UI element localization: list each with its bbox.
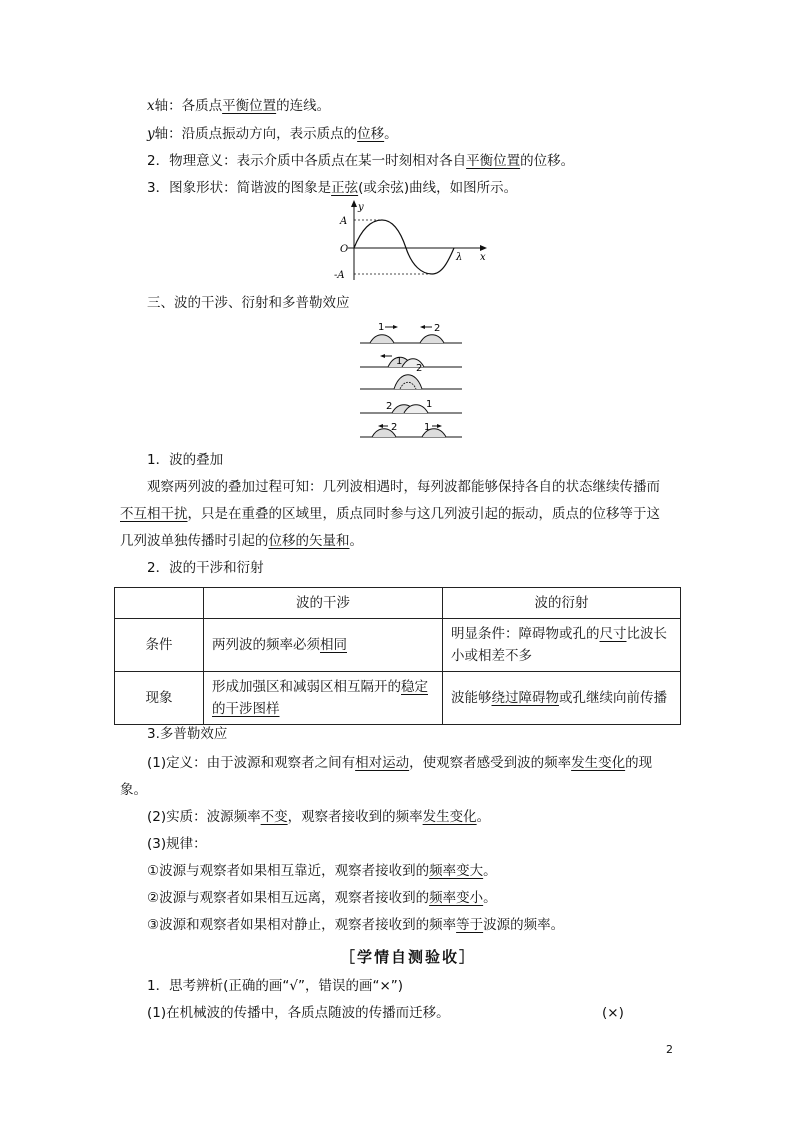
law3-b: 波源的频率。 (483, 917, 565, 933)
sine-curve (354, 220, 454, 274)
y-axis-line (147, 124, 398, 144)
row2-interf-underlined2: 的干涉图样 (212, 701, 280, 717)
table-head-diffraction: 波的衍射 (443, 588, 681, 619)
superpos-row-3 (360, 375, 462, 389)
law3-underlined: 等于 (456, 917, 484, 933)
row1-left-label: 1 (378, 322, 385, 333)
table-row1-interference (204, 619, 443, 672)
table-row2-interference (204, 672, 443, 725)
def-underlined1: 相对运动 (355, 755, 410, 771)
x-text1: 轴：各质点 (154, 98, 223, 114)
graph-amp-label: A (340, 216, 348, 227)
sine-wave-figure (330, 198, 490, 284)
row2-left-label: 1 (396, 356, 403, 367)
law2-underlined: 频率变小 (429, 890, 484, 906)
law1-a: ①波源与观察者如果相互靠近，观察者接收到的 (147, 863, 430, 879)
x-axis-arrow (480, 245, 487, 251)
table-row2-diffraction (443, 672, 681, 725)
row1-interf-underlined: 相同 (320, 637, 347, 653)
sub1-c1: 几列波单独传播时引起的 (120, 533, 269, 549)
section-banner: ［学情自测验收］ (340, 948, 477, 966)
item-physical-meaning (147, 151, 574, 171)
x-text2: 的连线。 (276, 98, 331, 114)
law2-a: ②波源与观察者如果相互远离，观察者接收到的 (147, 890, 430, 906)
superpos-row-4 (360, 399, 462, 413)
doppler-definition (147, 753, 652, 773)
row2-interf-text: 形成加强区和减弱区相互隔开的 (212, 679, 401, 695)
superpos-row-1 (360, 322, 462, 343)
row1-right-label: 2 (434, 323, 441, 334)
item2-text2: 的位移。 (520, 153, 575, 169)
row2-diff-text1: 波能够 (451, 690, 492, 706)
item2-text1: 2．物理意义：表示介质中各质点在某一时刻相对各自 (147, 153, 467, 169)
table-header-row (115, 588, 681, 619)
table-row1-diffraction (443, 619, 681, 672)
table-empty-corner (115, 588, 204, 619)
doppler-essence (147, 807, 490, 827)
sub2-title: 2．波的干涉和衍射 (147, 560, 264, 576)
row1-diff-text1: 明显条件：障碍物或孔的 (451, 626, 600, 642)
y-axis-arrow (351, 200, 357, 207)
graph-x-label: x (480, 252, 486, 263)
row4-right-label: 1 (426, 399, 433, 410)
quiz-q1: 1．思考辨析(正确的画“√”，错误的画“×”) (147, 978, 404, 994)
table-row-condition (115, 619, 681, 672)
superposition-figure (358, 318, 464, 442)
row4-left-label: 2 (386, 401, 393, 412)
superpos-row-5 (360, 422, 462, 437)
doppler-law-2 (147, 888, 497, 908)
row1-diff-underlined: 尺寸 (599, 626, 627, 642)
table-row-phenomenon (115, 672, 681, 725)
sub1-underlined2: 位移的矢量和 (268, 533, 350, 549)
quiz-q1-1: (1)在机械波的传播中，各质点随波的传播而迁移。 (147, 1005, 450, 1021)
x-underlined: 平衡位置 (222, 98, 277, 114)
x-axis-line (147, 96, 330, 116)
y-text2: 。 (384, 126, 398, 142)
row1-diff-text3: 小或相差不多 (451, 648, 532, 664)
sub1-title: 1．波的叠加 (147, 452, 224, 468)
row1-diff-text2: 比波长 (626, 626, 667, 642)
item-graph-shape (147, 178, 517, 198)
sub3-title: 3.多普勒效应 (147, 726, 228, 742)
ess-c: 。 (476, 809, 491, 825)
quiz-q1-1-answer: (×) (602, 1005, 624, 1021)
doppler-law-title: (3)规律： (147, 836, 207, 852)
ess-b: ，观察者接收到的频率 (287, 809, 423, 825)
interference-diffraction-table (114, 587, 681, 725)
graph-neg-amp-label: -A (334, 270, 345, 281)
y-var: y (147, 126, 155, 142)
y-underlined: 位移 (357, 126, 385, 142)
table-row1-label: 条件 (115, 619, 204, 672)
row2-interf-underlined1: 稳定 (401, 679, 428, 695)
ess-a: (2)实质：波源频率 (147, 809, 261, 825)
row5-right-label: 1 (424, 422, 431, 433)
row5-left-label: 2 (391, 422, 398, 433)
item3-text2: (或余弦)曲线，如图所示。 (358, 180, 518, 196)
item2-underlined: 平衡位置 (466, 153, 521, 169)
table-row2-label: 现象 (115, 672, 204, 725)
sub1-underlined1: 不互相干扰 (120, 506, 188, 522)
section-title: 三、波的干涉、衍射和多普勒效应 (147, 295, 350, 311)
def-underlined2: 发生变化 (571, 755, 626, 771)
doppler-law-3 (147, 915, 564, 935)
item3-text1: 3．图象形状：简谐波的图象是 (147, 180, 332, 196)
doppler-definition-cont: 象。 (120, 782, 147, 798)
row2-right-label: 2 (416, 363, 423, 374)
sub1-para-line1: 观察两列波的叠加过程可知：几列波相遇时，每列波都能够保持各自的状态继续传播而 (147, 479, 660, 495)
superpos-row-2 (360, 354, 462, 374)
def-c: 的现 (625, 755, 653, 771)
doppler-law-1 (147, 861, 497, 881)
graph-y-label: y (358, 202, 364, 213)
row1-interf-text: 两列波的频率必须 (212, 637, 320, 653)
law1-underlined: 频率变大 (429, 863, 484, 879)
ess-underlined2: 发生变化 (422, 809, 477, 825)
graph-origin-label: O (340, 244, 349, 255)
ess-underlined1: 不变 (260, 809, 288, 825)
sub1-rest: ，只是在重叠的区域里，质点同时参与这几列波引起的振动，质点的位移等于这 (187, 506, 660, 522)
law3-a: ③波源和观察者如果相对静止，观察者接收到的频率 (147, 917, 457, 933)
law2-b: 。 (483, 890, 497, 906)
table-head-interference: 波的干涉 (204, 588, 443, 619)
def-b: ，使观察者感受到波的频率 (409, 755, 572, 771)
sub1-c2: 。 (349, 533, 363, 549)
sub1-para-line2 (120, 504, 660, 524)
row2-diff-underlined: 绕过障碍物 (491, 690, 559, 706)
graph-lambda-label: λ (456, 252, 463, 263)
law1-b: 。 (483, 863, 497, 879)
y-text1: 轴：沿质点振动方向，表示质点的 (154, 126, 358, 142)
x-var: x (147, 98, 155, 114)
def-a: (1)定义：由于波源和观察者之间有 (147, 755, 356, 771)
page-number: 2 (666, 1043, 673, 1056)
item3-underlined: 正弦 (331, 180, 359, 196)
sub1-para-line3 (120, 531, 363, 551)
row2-diff-text2: 或孔继续向前传播 (559, 690, 667, 706)
